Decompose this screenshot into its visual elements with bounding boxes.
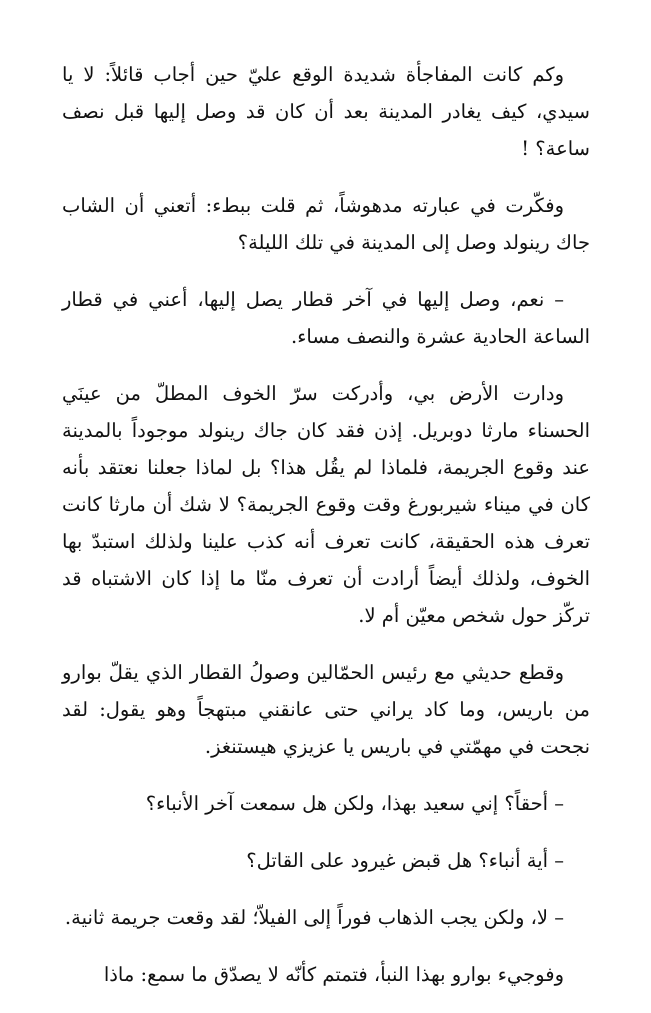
- paragraph: وكم كانت المفاجأة شديدة الوقع عليّ حين أجاب قائلاً: لا يا سيدي، كيف يغادر المدينة بعد أن كان قد وصل إليها قبل نصف ساعة؟ !: [62, 63, 590, 160]
- paragraph: وفكّرت في عبارته مدهوشاً، ثم قلت ببطء: أتعني أن الشاب جاك رينولد وصل إلى المدينة في تلك الليلة؟: [62, 194, 590, 254]
- book-page: [62, 56, 590, 1013]
- paragraph: وقطع حديثي مع رئيس الحمّالين وصولُ القطار الذي يقلّ بوارو من باريس، وما كاد يراني حتى عانقني مبتهجاً وهو يقول: لقد نجحت في مهمّتي في باريس يا عزيزي هيستنغز.: [62, 661, 590, 758]
- paragraph: وفوجيء بوارو بهذا النبأ، فتمتم كأنّه لا يصدّق ما سمع: ماذا: [103, 963, 564, 986]
- dialog-line: – نعم، وصل إليها في آخر قطار يصل إليها، أعني في قطار الساعة الحادية عشرة والنصف مساء.: [62, 288, 590, 348]
- dialog-line: – لا، ولكن يجب الذهاب فوراً إلى الفيلاّ؛ لقد وقعت جريمة ثانية.: [64, 906, 564, 929]
- dialog-line: – أية أنباء؟ هل قبض غيرود على القاتل؟: [246, 849, 564, 872]
- paragraph: ودارت الأرض بي، وأدركت سرّ الخوف المطلّ من عينَي الحسناء مارثا دوبريل. إذن فقد كان جاك رينولد موجوداً بالمدينة عند وقوع الجريمة، فلماذا لم يقُل هذا؟ بل لماذا جعلنا نعتقد بأنه كان في ميناء شيربورغ وقت وقوع الجريمة؟ لا شك أن مارثا كانت تعرف هذه الحقيقة، كانت تعرف أنه كذب علينا ولذلك استبدّ بها الخوف، ولذلك أيضاً أرادت أن تعرف منّا ما إذا كان الاشتباه قد تركّز حول شخص معيّن أم لا.: [62, 382, 590, 627]
- dialog-line: – أحقاً؟ إني سعيد بهذا، ولكن هل سمعت آخر الأنباء؟: [145, 792, 564, 815]
